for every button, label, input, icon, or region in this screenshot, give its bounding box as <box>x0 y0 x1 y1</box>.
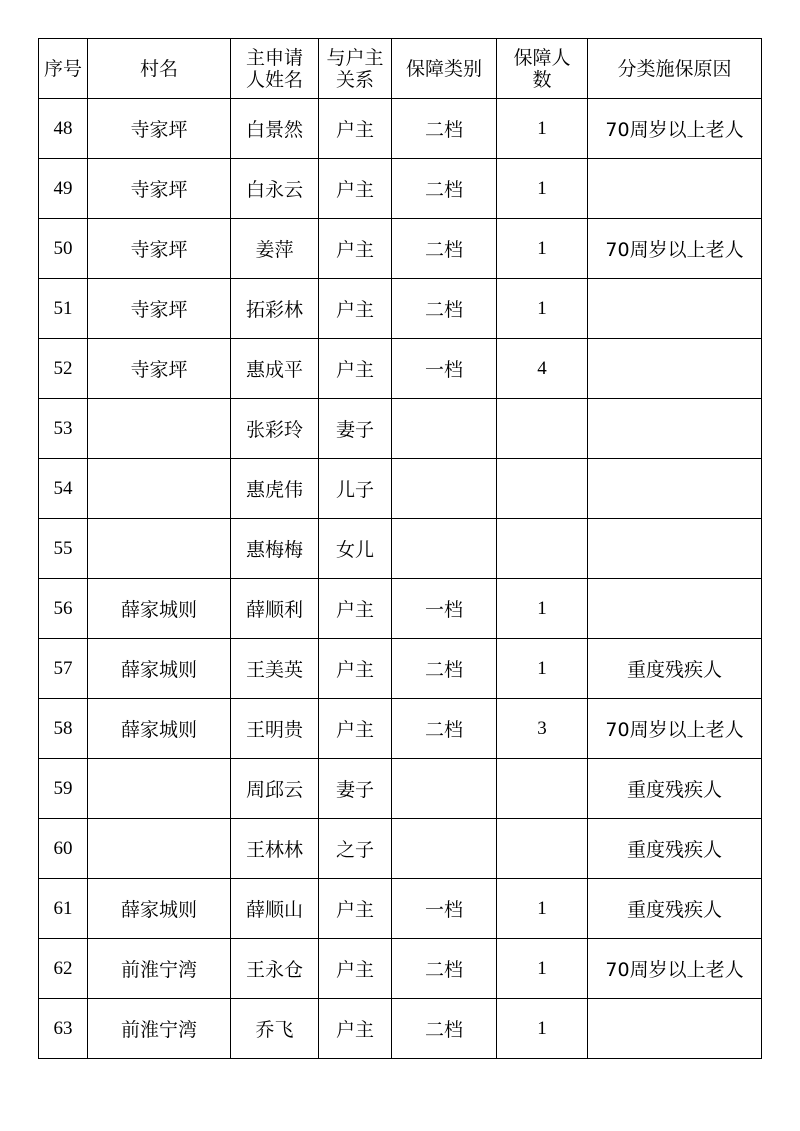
cell-name: 周邱云 <box>231 759 319 819</box>
header-relation-line2: 关系 <box>335 68 374 91</box>
cell-village: 寺家坪 <box>88 339 231 399</box>
cell-persons: 1 <box>497 939 588 999</box>
cell-category <box>392 819 497 879</box>
cell-village: 薛家城则 <box>88 639 231 699</box>
cell-name: 惠虎伟 <box>231 459 319 519</box>
table-row <box>39 159 762 219</box>
header-relation <box>319 39 392 99</box>
cell-seq: 59 <box>39 759 88 819</box>
cell-name: 张彩玲 <box>231 399 319 459</box>
cell-persons: 1 <box>497 639 588 699</box>
cell-persons: 1 <box>497 99 588 159</box>
cell-name: 王永仓 <box>231 939 319 999</box>
cell-category <box>392 399 497 459</box>
cell-persons: 4 <box>497 339 588 399</box>
cell-village: 前淮宁湾 <box>88 999 231 1059</box>
cell-village <box>88 459 231 519</box>
cell-persons <box>497 459 588 519</box>
cell-reason <box>588 999 762 1059</box>
cell-relation: 女儿 <box>319 519 392 579</box>
assistance-table <box>38 38 762 1059</box>
table-row <box>39 879 762 939</box>
cell-seq: 55 <box>39 519 88 579</box>
header-village: 村名 <box>88 39 231 99</box>
header-applicant <box>231 39 319 99</box>
cell-persons: 1 <box>497 279 588 339</box>
cell-village <box>88 519 231 579</box>
cell-relation: 户主 <box>319 159 392 219</box>
cell-village: 寺家坪 <box>88 219 231 279</box>
cell-category: 二档 <box>392 159 497 219</box>
header-persons-line2: 数 <box>532 68 552 91</box>
table-row <box>39 99 762 159</box>
cell-category <box>392 519 497 579</box>
cell-relation: 户主 <box>319 699 392 759</box>
cell-village: 薛家城则 <box>88 699 231 759</box>
cell-category: 二档 <box>392 999 497 1059</box>
cell-relation: 户主 <box>319 279 392 339</box>
table-row <box>39 219 762 279</box>
cell-seq: 51 <box>39 279 88 339</box>
cell-village <box>88 759 231 819</box>
cell-village: 寺家坪 <box>88 279 231 339</box>
table-row <box>39 819 762 879</box>
cell-persons <box>497 519 588 579</box>
cell-category: 二档 <box>392 219 497 279</box>
cell-name: 薛顺山 <box>231 879 319 939</box>
cell-relation: 户主 <box>319 639 392 699</box>
cell-relation: 户主 <box>319 999 392 1059</box>
cell-reason <box>588 459 762 519</box>
cell-village <box>88 819 231 879</box>
cell-persons: 3 <box>497 699 588 759</box>
cell-village: 薛家城则 <box>88 579 231 639</box>
cell-category: 一档 <box>392 339 497 399</box>
cell-category <box>392 459 497 519</box>
header-persons-line1: 保障人 <box>513 46 571 69</box>
cell-persons: 1 <box>497 879 588 939</box>
cell-reason <box>588 339 762 399</box>
cell-category: 二档 <box>392 99 497 159</box>
cell-reason: 70周岁以上老人 <box>588 99 762 159</box>
cell-category: 一档 <box>392 579 497 639</box>
header-applicant-line2: 人姓名 <box>245 68 303 91</box>
cell-reason <box>588 399 762 459</box>
cell-relation: 户主 <box>319 879 392 939</box>
cell-seq: 54 <box>39 459 88 519</box>
table-row <box>39 699 762 759</box>
cell-village: 前淮宁湾 <box>88 939 231 999</box>
cell-reason <box>588 519 762 579</box>
cell-relation: 妻子 <box>319 399 392 459</box>
table-row <box>39 999 762 1059</box>
cell-persons: 1 <box>497 159 588 219</box>
cell-name: 乔飞 <box>231 999 319 1059</box>
cell-relation: 户主 <box>319 939 392 999</box>
cell-category: 一档 <box>392 879 497 939</box>
cell-category: 二档 <box>392 279 497 339</box>
cell-seq: 49 <box>39 159 88 219</box>
table-row <box>39 519 762 579</box>
cell-reason: 重度残疾人 <box>588 879 762 939</box>
cell-category: 二档 <box>392 639 497 699</box>
cell-name: 惠成平 <box>231 339 319 399</box>
cell-category: 二档 <box>392 939 497 999</box>
table-body <box>39 99 762 1059</box>
cell-seq: 61 <box>39 879 88 939</box>
cell-reason: 70周岁以上老人 <box>588 939 762 999</box>
cell-persons: 1 <box>497 219 588 279</box>
header-category: 保障类别 <box>392 39 497 99</box>
table-row <box>39 939 762 999</box>
header-row <box>39 39 762 99</box>
cell-reason <box>588 159 762 219</box>
cell-persons <box>497 819 588 879</box>
cell-relation: 户主 <box>319 99 392 159</box>
cell-persons <box>497 399 588 459</box>
table-row <box>39 399 762 459</box>
table-row <box>39 279 762 339</box>
cell-seq: 50 <box>39 219 88 279</box>
table-row <box>39 759 762 819</box>
cell-name: 惠梅梅 <box>231 519 319 579</box>
cell-relation: 户主 <box>319 579 392 639</box>
header-applicant-line1: 主申请 <box>245 46 303 69</box>
cell-category: 二档 <box>392 699 497 759</box>
document-page <box>38 38 762 1059</box>
table-row <box>39 339 762 399</box>
cell-reason <box>588 279 762 339</box>
cell-relation: 户主 <box>319 339 392 399</box>
cell-category <box>392 759 497 819</box>
cell-reason: 重度残疾人 <box>588 639 762 699</box>
cell-reason: 70周岁以上老人 <box>588 699 762 759</box>
cell-village: 薛家城则 <box>88 879 231 939</box>
cell-seq: 63 <box>39 999 88 1059</box>
cell-seq: 58 <box>39 699 88 759</box>
cell-seq: 53 <box>39 399 88 459</box>
cell-name: 白景然 <box>231 99 319 159</box>
cell-seq: 52 <box>39 339 88 399</box>
cell-relation: 户主 <box>319 219 392 279</box>
cell-persons: 1 <box>497 579 588 639</box>
cell-village <box>88 399 231 459</box>
cell-persons: 1 <box>497 999 588 1059</box>
header-reason: 分类施保原因 <box>588 39 762 99</box>
cell-relation: 之子 <box>319 819 392 879</box>
header-persons <box>497 39 588 99</box>
header-seq: 序号 <box>39 39 88 99</box>
cell-name: 王林林 <box>231 819 319 879</box>
cell-name: 姜萍 <box>231 219 319 279</box>
cell-relation: 儿子 <box>319 459 392 519</box>
cell-name: 薛顺利 <box>231 579 319 639</box>
cell-reason: 重度残疾人 <box>588 819 762 879</box>
table-row <box>39 579 762 639</box>
cell-name: 王明贵 <box>231 699 319 759</box>
header-relation-line1: 与户主 <box>326 46 384 69</box>
cell-seq: 57 <box>39 639 88 699</box>
table-row <box>39 459 762 519</box>
cell-seq: 62 <box>39 939 88 999</box>
cell-name: 白永云 <box>231 159 319 219</box>
cell-relation: 妻子 <box>319 759 392 819</box>
cell-name: 拓彩林 <box>231 279 319 339</box>
cell-village: 寺家坪 <box>88 159 231 219</box>
cell-seq: 48 <box>39 99 88 159</box>
cell-village: 寺家坪 <box>88 99 231 159</box>
cell-reason <box>588 579 762 639</box>
cell-seq: 60 <box>39 819 88 879</box>
table-row <box>39 639 762 699</box>
cell-reason: 重度残疾人 <box>588 759 762 819</box>
cell-name: 王美英 <box>231 639 319 699</box>
cell-reason: 70周岁以上老人 <box>588 219 762 279</box>
cell-persons <box>497 759 588 819</box>
cell-seq: 56 <box>39 579 88 639</box>
